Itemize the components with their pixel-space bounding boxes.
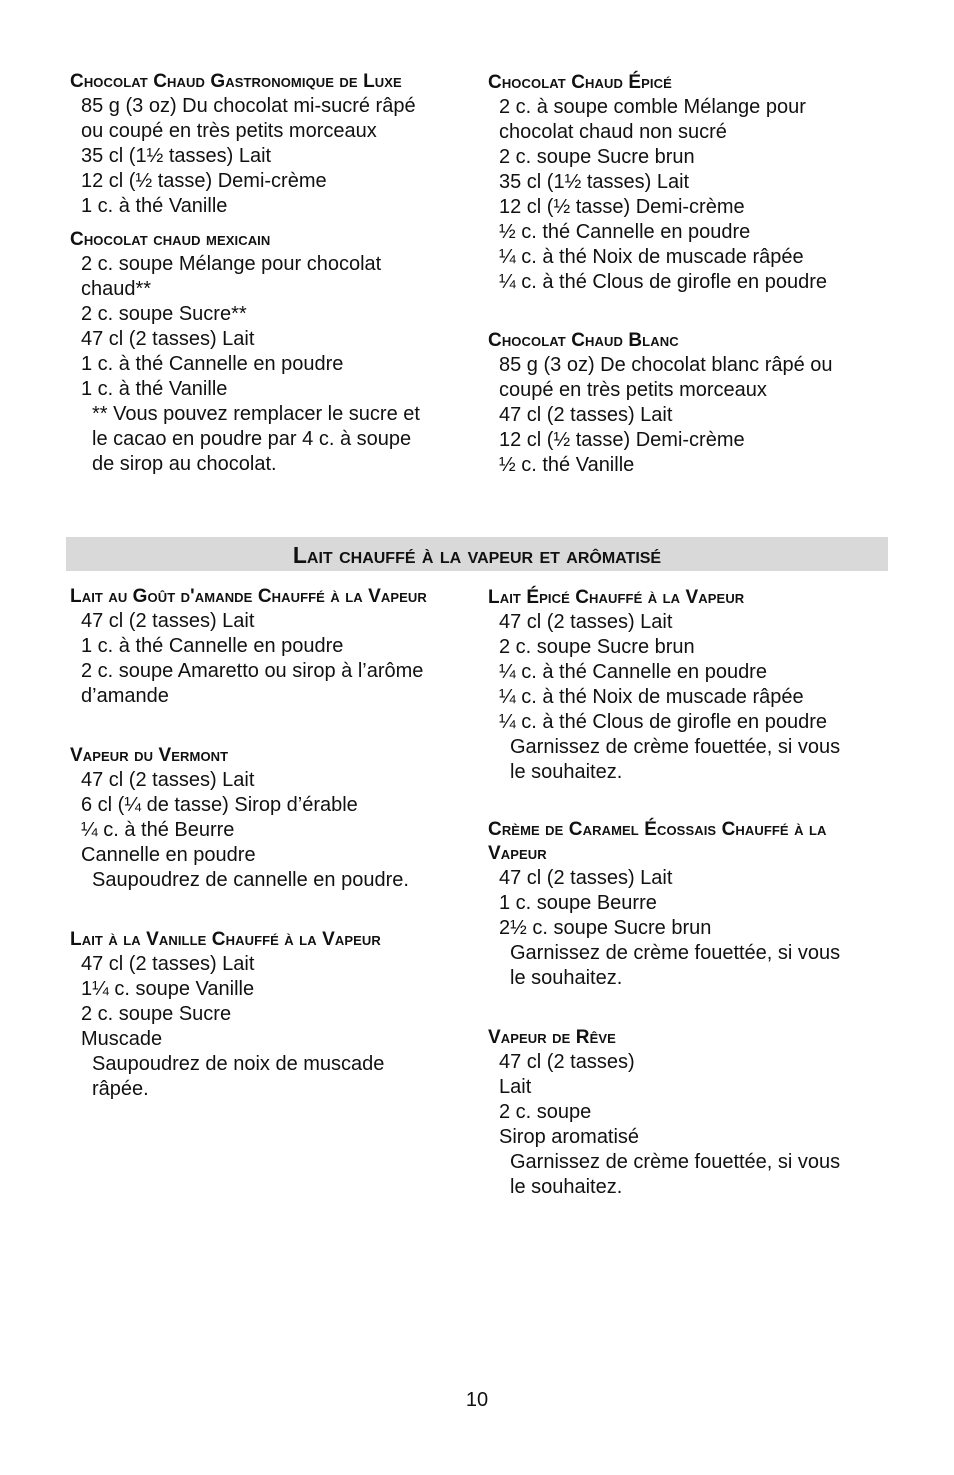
ingredient-line: 85 g (3 oz) De chocolat blanc râpé ou	[499, 354, 833, 376]
ingredient-line: 2½ c. soupe Sucre brun	[499, 917, 712, 939]
recipe-note: Garnissez de crème fouettée, si vous	[510, 1151, 841, 1173]
ingredient-line: Lait	[499, 1076, 532, 1098]
recipe-chocolat-blanc	[488, 328, 888, 478]
ingredient-line: Sirop aromatisé	[499, 1126, 640, 1148]
recipe-title: Lait à la Vanille Chauffé à la Vapeur	[70, 929, 381, 950]
ingredient-line: 12 cl (½ tasse) Demi-crème	[499, 429, 745, 451]
recipe-creme-caramel	[488, 818, 888, 991]
recipe-note: Garnissez de crème fouettée, si vous	[510, 942, 841, 964]
ingredient-line: 2 c. soupe Sucre	[81, 1003, 232, 1025]
recipe-chocolat-epice	[488, 70, 888, 295]
ingredient-line: ½ c. thé Vanille	[499, 454, 635, 476]
recipe-vapeur-vermont	[70, 743, 470, 893]
ingredient-line: ou coupé en très petits morceaux	[81, 120, 377, 142]
ingredient-line: 12 cl (½ tasse) Demi-crème	[81, 170, 327, 192]
bottom-right-column	[488, 585, 888, 1200]
ingredient-line: ¼ c. à thé Clous de girofle en poudre	[499, 711, 827, 733]
ingredient-line: chocolat chaud non sucré	[499, 121, 727, 143]
ingredient-line: 47 cl (2 tasses) Lait	[81, 769, 255, 791]
recipe-note: le souhaitez.	[510, 1176, 623, 1198]
page-number: 10	[465, 1389, 489, 1411]
ingredient-line: ¼ c. à thé Beurre	[81, 819, 235, 841]
ingredient-line: 1 c. à thé Cannelle en poudre	[81, 635, 344, 657]
recipe-note: le cacao en poudre par 4 c. à soupe	[92, 428, 412, 450]
recipe-title	[70, 70, 470, 94]
recipe-note: râpée.	[92, 1078, 149, 1100]
recipe-lait-vanille	[70, 927, 470, 1102]
ingredient-line: 12 cl (½ tasse) Demi-crème	[499, 196, 745, 218]
ingredient-line: coupé en très petits morceaux	[499, 379, 767, 401]
recipe-title	[70, 585, 470, 609]
ingredient-line: 47 cl (2 tasses) Lait	[81, 953, 255, 975]
recipe-title-text: Lait au Goût d'amande Chauffé à la Vapeur	[70, 586, 427, 607]
recipe-chocolat-gastronomique	[70, 70, 470, 219]
ingredient-line: 1 c. à thé Cannelle en poudre	[81, 353, 344, 375]
ingredient-line: ¼ c. à thé Cannelle en poudre	[499, 661, 767, 683]
ingredient-line: 47 cl (2 tasses) Lait	[499, 611, 673, 633]
recipe-note: le souhaitez.	[510, 967, 623, 989]
recipe-note: le souhaitez.	[510, 761, 623, 783]
ingredient-line: ¼ c. à thé Noix de muscade râpée	[499, 246, 804, 268]
recipe-lait-amande	[70, 585, 470, 709]
recipe-title: Lait Épicé Chauffé à la Vapeur	[488, 587, 745, 608]
recipe-title: Vapeur de Rêve	[488, 1027, 616, 1048]
ingredient-line: 2 c. soupe	[499, 1101, 592, 1123]
section-header-bar	[66, 537, 888, 571]
recipe-title-text: Chocolat Chaud Gastronomique de Luxe	[70, 71, 402, 92]
ingredient-line: d’amande	[81, 685, 169, 707]
ingredient-line: 47 cl (2 tasses) Lait	[499, 867, 673, 889]
ingredient-line: 1¼ c. soupe Vanille	[81, 978, 255, 1000]
recipe-title-text: Crème de Caramel Écossais Chauffé à la Vapeur	[488, 819, 827, 864]
recipe-title: Chocolat chaud mexicain	[70, 229, 271, 250]
recipe-title	[488, 818, 888, 866]
ingredient-line: 85 g (3 oz) Du chocolat mi-sucré râpé	[81, 95, 416, 117]
ingredient-line: Muscade	[81, 1028, 163, 1050]
recipe-note: de sirop au chocolat.	[92, 453, 277, 475]
recipe-title: Chocolat Chaud Épicé	[488, 72, 672, 93]
ingredient-line: 47 cl (2 tasses) Lait	[81, 610, 255, 632]
recipe-note: Garnissez de crème fouettée, si vous	[510, 736, 841, 758]
ingredient-line: ¼ c. à thé Noix de muscade râpée	[499, 686, 804, 708]
top-right-column	[488, 70, 888, 478]
ingredient-line: 47 cl (2 tasses) Lait	[499, 404, 673, 426]
ingredient-line: 2 c. soupe Sucre**	[81, 303, 247, 325]
ingredient-line: chaud**	[81, 278, 152, 300]
recipe-lait-epice	[488, 585, 888, 785]
ingredient-line: 1 c. soupe Beurre	[499, 892, 657, 914]
top-left-column	[70, 70, 470, 477]
recipe-title: Vapeur du Vermont	[70, 745, 229, 766]
bottom-left-column	[70, 585, 470, 1102]
recipe-note: Saupoudrez de noix de muscade	[92, 1053, 385, 1075]
recipe-title: Chocolat Chaud Blanc	[488, 330, 679, 351]
ingredient-line: 35 cl (1½ tasses) Lait	[499, 171, 690, 193]
ingredient-line: 47 cl (2 tasses) Lait	[81, 328, 255, 350]
ingredient-line: 2 c. soupe Sucre brun	[499, 146, 695, 168]
recipe-note: ** Vous pouvez remplacer le sucre et	[92, 403, 420, 425]
ingredient-line: 2 c. à soupe comble Mélange pour	[499, 96, 806, 118]
recipe-chocolat-mexicain	[70, 227, 470, 477]
recipe-vapeur-reve	[488, 1025, 888, 1200]
ingredient-line: 35 cl (1½ tasses) Lait	[81, 145, 272, 167]
ingredient-line: 47 cl (2 tasses)	[499, 1051, 635, 1073]
ingredient-line: 2 c. soupe Amaretto ou sirop à l’arôme	[81, 660, 424, 682]
ingredient-line: 1 c. à thé Vanille	[81, 195, 228, 217]
ingredient-line: 1 c. à thé Vanille	[81, 378, 228, 400]
recipe-lines	[70, 94, 470, 219]
ingredient-line: ¼ c. à thé Clous de girofle en poudre	[499, 271, 827, 293]
ingredient-line: 2 c. soupe Sucre brun	[499, 636, 695, 658]
recipe-note: Saupoudrez de cannelle en poudre.	[92, 869, 409, 891]
ingredient-line: ½ c. thé Cannelle en poudre	[499, 221, 751, 243]
ingredient-line: 2 c. soupe Mélange pour chocolat	[81, 253, 382, 275]
ingredient-line: Cannelle en poudre	[81, 844, 256, 866]
section-title: Lait chauffé à la vapeur et arômatisé	[292, 542, 662, 568]
ingredient-line: 6 cl (¼ de tasse) Sirop d’érable	[81, 794, 358, 816]
